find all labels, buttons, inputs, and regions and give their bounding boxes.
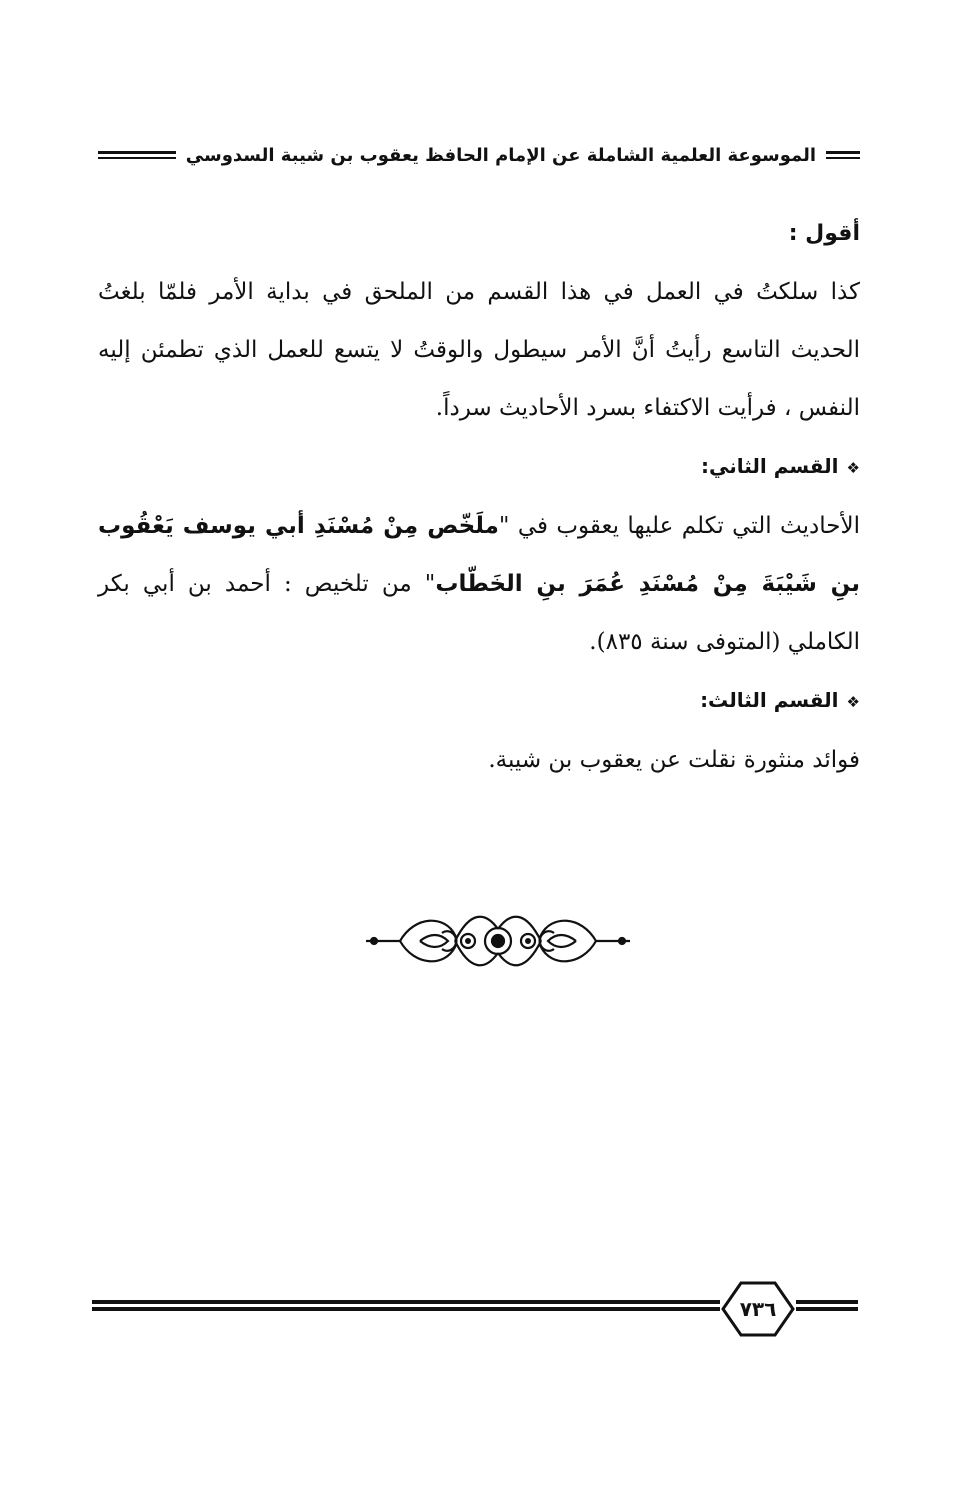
- footer-rule-right: [796, 1300, 858, 1320]
- bullet-icon: ❖: [846, 693, 860, 711]
- section-3-heading: [98, 671, 860, 731]
- section-2-text-after: " من تلخيص : أحمد بن أبي بكر الكاملي (المتوفى سنة ٨٣٥).: [98, 571, 860, 655]
- page-header: [98, 138, 860, 172]
- section-2-paragraph: [98, 497, 860, 671]
- paragraph-1: كذا سلكتُ في العمل في هذا القسم من الملحق في بداية الأمر فلمّا بلغتُ الحديث التاسع رأيتُ أنَّ الأمر سيطول والوقتُ لا يتسع للعمل الذي تطمئن إليه النفس ، فرأيت الاكتفاء بسرد الأحاديث سرداً.: [98, 279, 860, 421]
- page-number: ٧٣٦: [739, 1297, 777, 1321]
- label-aqool: أقول :: [788, 221, 860, 246]
- header-title: الموسوعة العلمية الشاملة عن الإمام الحافظ يعقوب بن شيبة السدوسي: [185, 144, 816, 166]
- footer-rule-left: [92, 1300, 720, 1320]
- section-2-heading: [98, 437, 860, 497]
- floral-ornament-icon: [360, 905, 636, 977]
- section-3-text: فوائد منثورة نقلت عن يعقوب بن شيبة.: [488, 747, 860, 773]
- section-2-text-before: الأحاديث التي تكلم عليها يعقوب في ": [498, 513, 860, 539]
- bullet-icon: ❖: [846, 459, 860, 477]
- section-2-title: القسم الثاني:: [701, 454, 839, 478]
- header-rule-left: [98, 151, 176, 159]
- page-footer: [92, 1280, 858, 1340]
- section-2-book-title: ملَخّص مِنْ مُسْنَدِ أبي يوسف يَعْقُوب بنِ شَيْبَةَ مِنْ مُسْنَدِ عُمَرَ بنِ الخَطّاب: [98, 513, 860, 597]
- main-text: [98, 205, 860, 789]
- header-rule-right: [826, 151, 860, 159]
- section-3-title: القسم الثالث:: [700, 688, 839, 712]
